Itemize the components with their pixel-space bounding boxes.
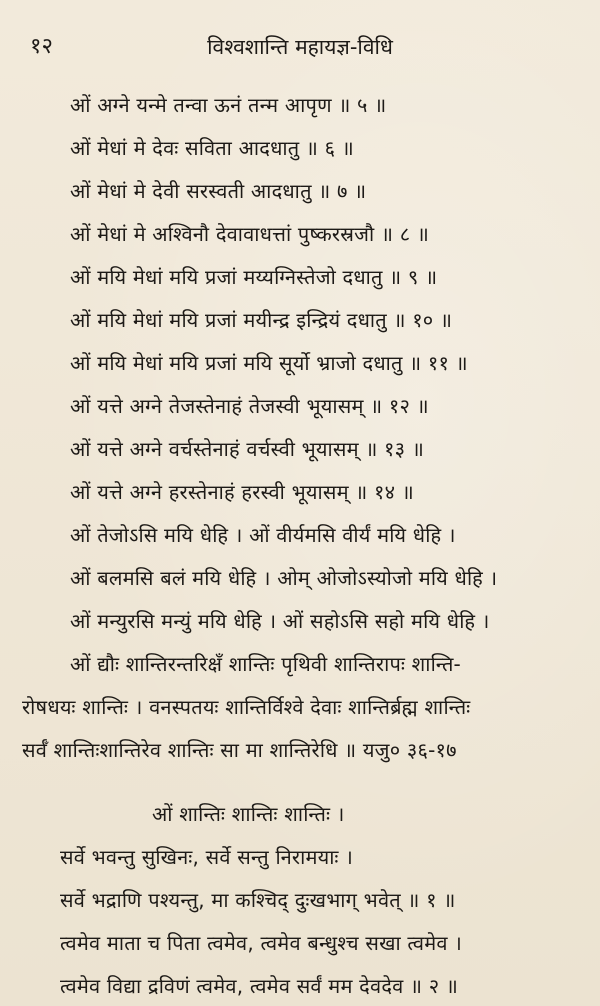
mantra-line: ओं यत्ते अग्ने वर्चस्तेनाहं वर्चस्वी भूयासम् ॥ १३ ॥ [70, 437, 424, 461]
mantra-line: ओं मेधां मे अश्विनौ देवावाधत्तां पुष्करस्रजौ ॥ ८ ॥ [70, 222, 430, 246]
prayer-line: सर्वे भवन्तु सुखिनः, सर्वे सन्तु निरामयाः । [60, 845, 354, 869]
mantra-line: ओं मेधां मे देवी सरस्वती आदधातु ॥ ७ ॥ [70, 179, 367, 203]
prayer-line: त्वमेव विद्या द्रविणं त्वमेव, त्वमेव सर्वं मम देवदेव ॥ २ ॥ [60, 974, 459, 998]
mantra-line: ओं मेधां मे देवः सविता आदधातु ॥ ६ ॥ [70, 136, 354, 160]
page-number: १२ [30, 34, 53, 59]
prose-line: रोषधयः शान्तिः । वनस्पतयः शान्तिर्विश्वे देवाः शान्तिर्ब्रह्म शान्तिः [22, 695, 471, 719]
mantra-line: ओं मयि मेधां मयि प्रजां मयीन्द्र इन्द्रियं दधातु ॥ १० ॥ [70, 308, 453, 332]
mantra-line: ओं अग्ने यन्मे तन्वा ऊनं तन्म आपृण ॥ ५ ॥ [70, 93, 387, 117]
mantra-line: ओं मयि मेधां मयि प्रजां मयि सूर्यो भ्राजो दधातु ॥ ११ ॥ [70, 351, 468, 375]
mantra-line: ओं मयि मेधां मयि प्रजां मय्यग्निस्तेजो दधातु ॥ ९ ॥ [70, 265, 438, 289]
prose-line: सर्वँ शान्तिःशान्तिरेव शान्तिः सा मा शान्तिरेधि ॥ यजु० ३६-१७ [22, 738, 457, 762]
page-header [0, 30, 600, 64]
mantra-line: ओं यत्ते अग्ने हरस्तेनाहं हरस्वी भूयासम् ॥ १४ ॥ [70, 480, 414, 504]
running-title: विश्वशान्ति महायज्ञ-विधि [207, 35, 393, 59]
prayer-line: सर्वे भद्राणि पश्यन्तु, मा कश्चिद् दुःखभाग् भवेत् ॥ १ ॥ [60, 888, 456, 912]
prose-line: ओं द्यौः शान्तिरन्तरिक्षँ शान्तिः पृथिवी शान्तिरापः शान्ति- [70, 652, 461, 676]
mantra-line: ओं यत्ते अग्ने तेजस्तेनाहं तेजस्वी भूयासम् ॥ १२ ॥ [70, 394, 429, 418]
prose-line: ओं बलमसि बलं मयि धेहि । ओम् ओजोऽस्योजो मयि धेहि । [70, 566, 498, 590]
prose-line: ओं तेजोऽसि मयि धेहि । ओं वीर्यमसि वीर्यं मयि धेहि । [70, 523, 456, 547]
prayer-line: त्वमेव माता च पिता त्वमेव, त्वमेव बन्धुश्च सखा त्वमेव । [60, 931, 463, 955]
prose-line: ओं मन्युरसि मन्युं मयि धेहि । ओं सहोऽसि सहो मयि धेहि । [70, 609, 490, 633]
shanti-closing: ओं शान्तिः शान्तिः शान्तिः । [152, 802, 345, 826]
